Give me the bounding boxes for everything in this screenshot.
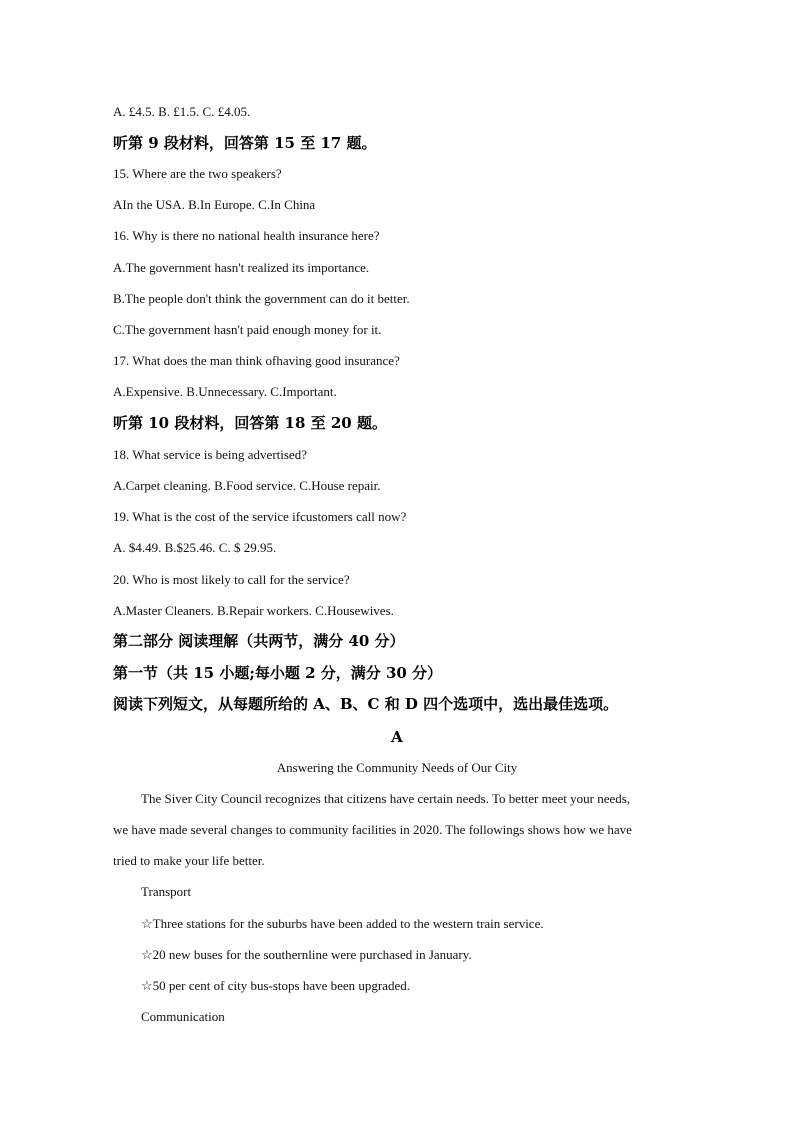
question-20: 20. Who is most likely to call for the service? — [113, 572, 350, 587]
subheading-transport: Transport — [141, 884, 192, 899]
passage-title: Answering the Community Needs of Our City — [276, 760, 518, 775]
part-two-heading: 第二部分 阅读理解（共两节，满分 40 分） — [113, 632, 405, 650]
q20-options: A.Master Cleaners. B.Repair workers. C.Housewives. — [113, 603, 394, 618]
q17-options: A.Expensive. B.Unnecessary. C.Important. — [113, 384, 337, 399]
q16-option-b: B.The people don't think the government can do it better. — [113, 291, 410, 306]
subheading-communication: Communication — [141, 1009, 225, 1024]
question-15: 15. Where are the two speakers? — [113, 166, 282, 181]
q14-options: A. £4.5. B. £1.5. C. £4.05. — [113, 104, 251, 119]
section-heading-material-10: 听第 10 段材料，回答第 18 至 20 题。 — [113, 414, 387, 432]
transport-item-2: ☆20 new buses for the southernline were purchased in January. — [141, 947, 472, 962]
section-heading-material-9: 听第 9 段材料，回答第 15 至 17 题。 — [113, 134, 377, 152]
paragraph-line-1: The Siver City Council recognizes that citizens have certain needs. To better meet your needs, — [141, 791, 631, 806]
question-18: 18. What service is being advertised? — [113, 447, 307, 462]
question-19: 19. What is the cost of the service ifcustomers call now? — [113, 509, 407, 524]
question-17: 17. What does the man think ofhaving good insurance? — [113, 353, 400, 368]
q16-option-c: C.The government hasn't paid enough money for it. — [113, 322, 382, 337]
reading-instructions: 阅读下列短文，从每题所给的 A、B、C 和 D 四个选项中，选出最佳选项。 — [113, 695, 619, 713]
paragraph-line-3: tried to make your life better. — [113, 853, 265, 868]
question-16: 16. Why is there no national health insurance here? — [113, 228, 380, 243]
q16-option-a: A.The government hasn't realized its importance. — [113, 260, 370, 275]
paragraph-line-2: we have made several changes to community facilities in 2020. The followings shows how we have — [113, 822, 632, 837]
q15-options: AIn the USA. B.In Europe. C.In China — [113, 197, 316, 212]
q19-options: A. $4.49. B.$25.46. C. $ 29.95. — [113, 540, 277, 555]
section-one-heading: 第一节（共 15 小题;每小题 2 分，满分 30 分） — [113, 664, 443, 682]
q18-options: A.Carpet cleaning. B.Food service. C.House repair. — [113, 478, 381, 493]
passage-label: A — [391, 728, 403, 746]
transport-item-1: ☆Three stations for the suburbs have been added to the western train service. — [141, 916, 544, 931]
transport-item-3: ☆50 per cent of city bus-stops have been upgraded. — [141, 978, 411, 993]
